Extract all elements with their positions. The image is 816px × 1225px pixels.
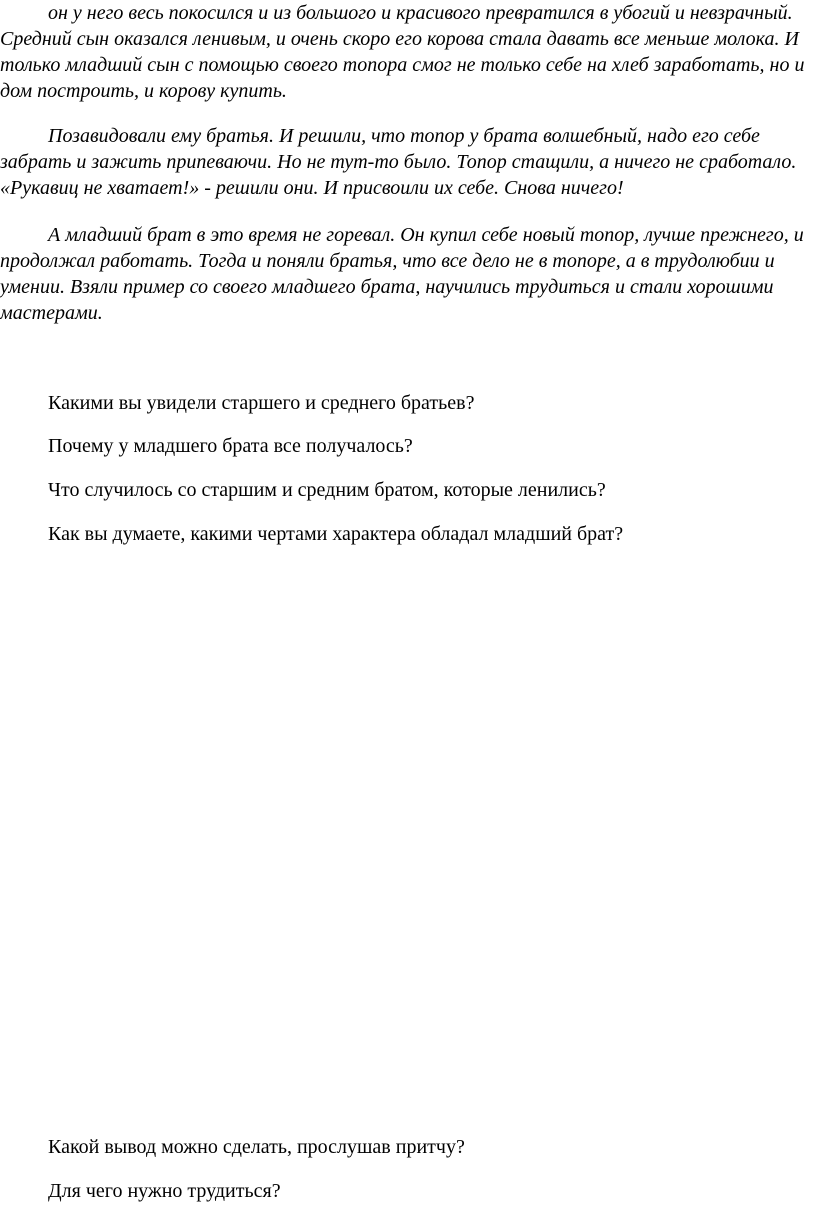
question-3: Что случилось со старшим и средним братом, которые ленились? <box>48 479 606 501</box>
story-paragraph-2: Позавидовали ему братья. И решили, что топор у брата волшебный, надо его себе забрать и зажить припеваючи. Но не тут-то было. Топор стащили, а ничего не сработало. «Рукавиц не хватает!» - решили они. И присвоили их себе. Снова ничего! <box>0 125 797 199</box>
question-1: Какими вы увидели старшего и среднего братьев? <box>48 392 475 414</box>
question-2: Почему у младшего брата все получалось? <box>48 435 413 457</box>
question-6: Для чего нужно трудиться? <box>48 1180 281 1202</box>
story-paragraph-1: он у него весь покосился и из большого и красивого превратился в убогий и невзрачный. Средний сын оказался ленивым, и очень скоро его корова стала давать все меньше молока. И только младший сын с помощью своего топора смог не только себе на хлеб заработать, но и дом построить, и корову купить. <box>0 2 805 102</box>
question-4: Как вы думаете, какими чертами характера обладал младший брат? <box>48 523 624 545</box>
story-paragraph-3: А младший брат в это время не горевал. Он купил себе новый топор, лучше прежнего, и продолжал работать. Тогда и поняли братья, что все дело не в топоре, а в трудолюбии и умении. Взяли пример со своего младшего брата, научились трудиться и стали хорошими мастерами. <box>0 224 804 324</box>
question-5: Какой вывод можно сделать, прослушав притчу? <box>48 1136 465 1158</box>
